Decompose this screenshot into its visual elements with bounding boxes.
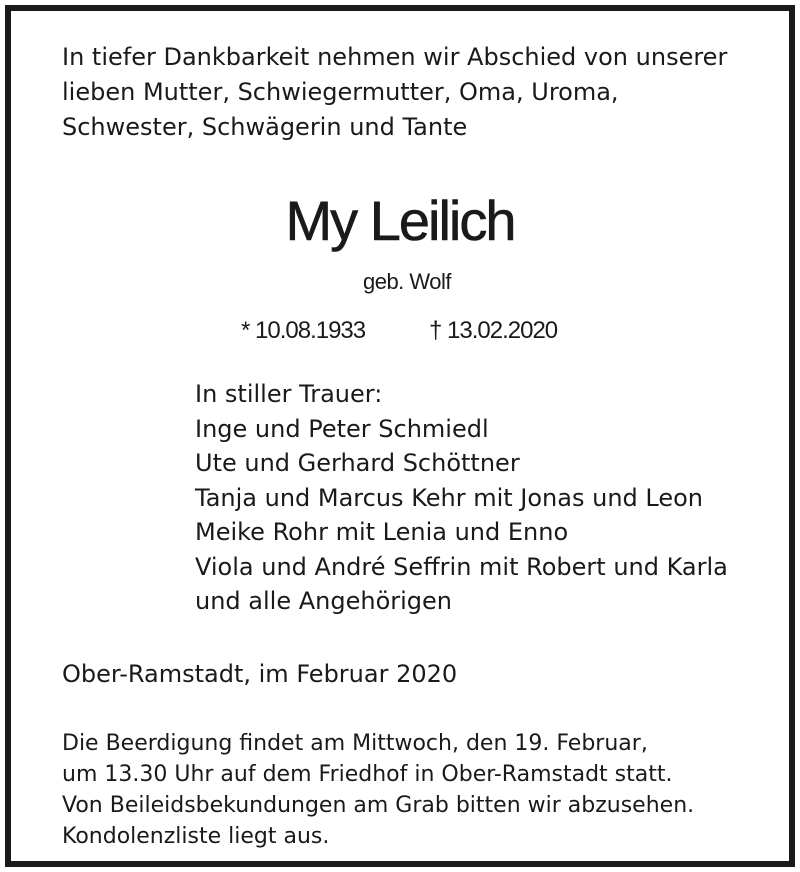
birth-date: * 10.08.1933 bbox=[241, 317, 366, 344]
mourner-line: Ute und Gerhard Schöttner bbox=[195, 449, 520, 477]
mourners-heading: In stiller Trauer: bbox=[195, 380, 383, 408]
mourner-line: Tanja und Marcus Kehr mit Jonas und Leon bbox=[195, 483, 703, 512]
deceased-name: My Leilich bbox=[285, 189, 515, 252]
intro-line: Schwester, Schwägerin und Tante bbox=[62, 113, 468, 141]
mourners-list bbox=[195, 377, 728, 619]
mourner-line: Inge und Peter Schmiedl bbox=[195, 414, 489, 443]
funeral-line: um 13.30 Uhr auf dem Friedhof in Ober-Ramstadt statt. bbox=[62, 762, 673, 787]
death-date: † 13.02.2020 bbox=[429, 317, 558, 344]
place-date: Ober-Ramstadt, im Februar 2020 bbox=[62, 660, 458, 688]
birth-name: geb. Wolf bbox=[362, 269, 452, 294]
intro-line: lieben Mutter, Schwiegermutter, Oma, Uroma, bbox=[62, 78, 619, 106]
funeral-line: Kondolenzliste liegt aus. bbox=[62, 824, 330, 849]
funeral-line: Die Beerdigung findet am Mittwoch, den 19. Februar, bbox=[62, 731, 648, 756]
intro-text bbox=[62, 40, 782, 145]
intro-line: In tiefer Dankbarkeit nehmen wir Abschied von unserer bbox=[62, 43, 728, 71]
mourner-line: Viola und André Seffrin mit Robert und Karla bbox=[195, 552, 728, 581]
funeral-line: Von Beileidsbekundungen am Grab bitten wir abzusehen. bbox=[62, 793, 695, 818]
mourner-line: Meike Rohr mit Lenia und Enno bbox=[195, 518, 569, 546]
obituary-frame bbox=[5, 5, 795, 867]
mourner-line: und alle Angehörigen bbox=[195, 587, 452, 615]
funeral-notice bbox=[62, 728, 694, 852]
